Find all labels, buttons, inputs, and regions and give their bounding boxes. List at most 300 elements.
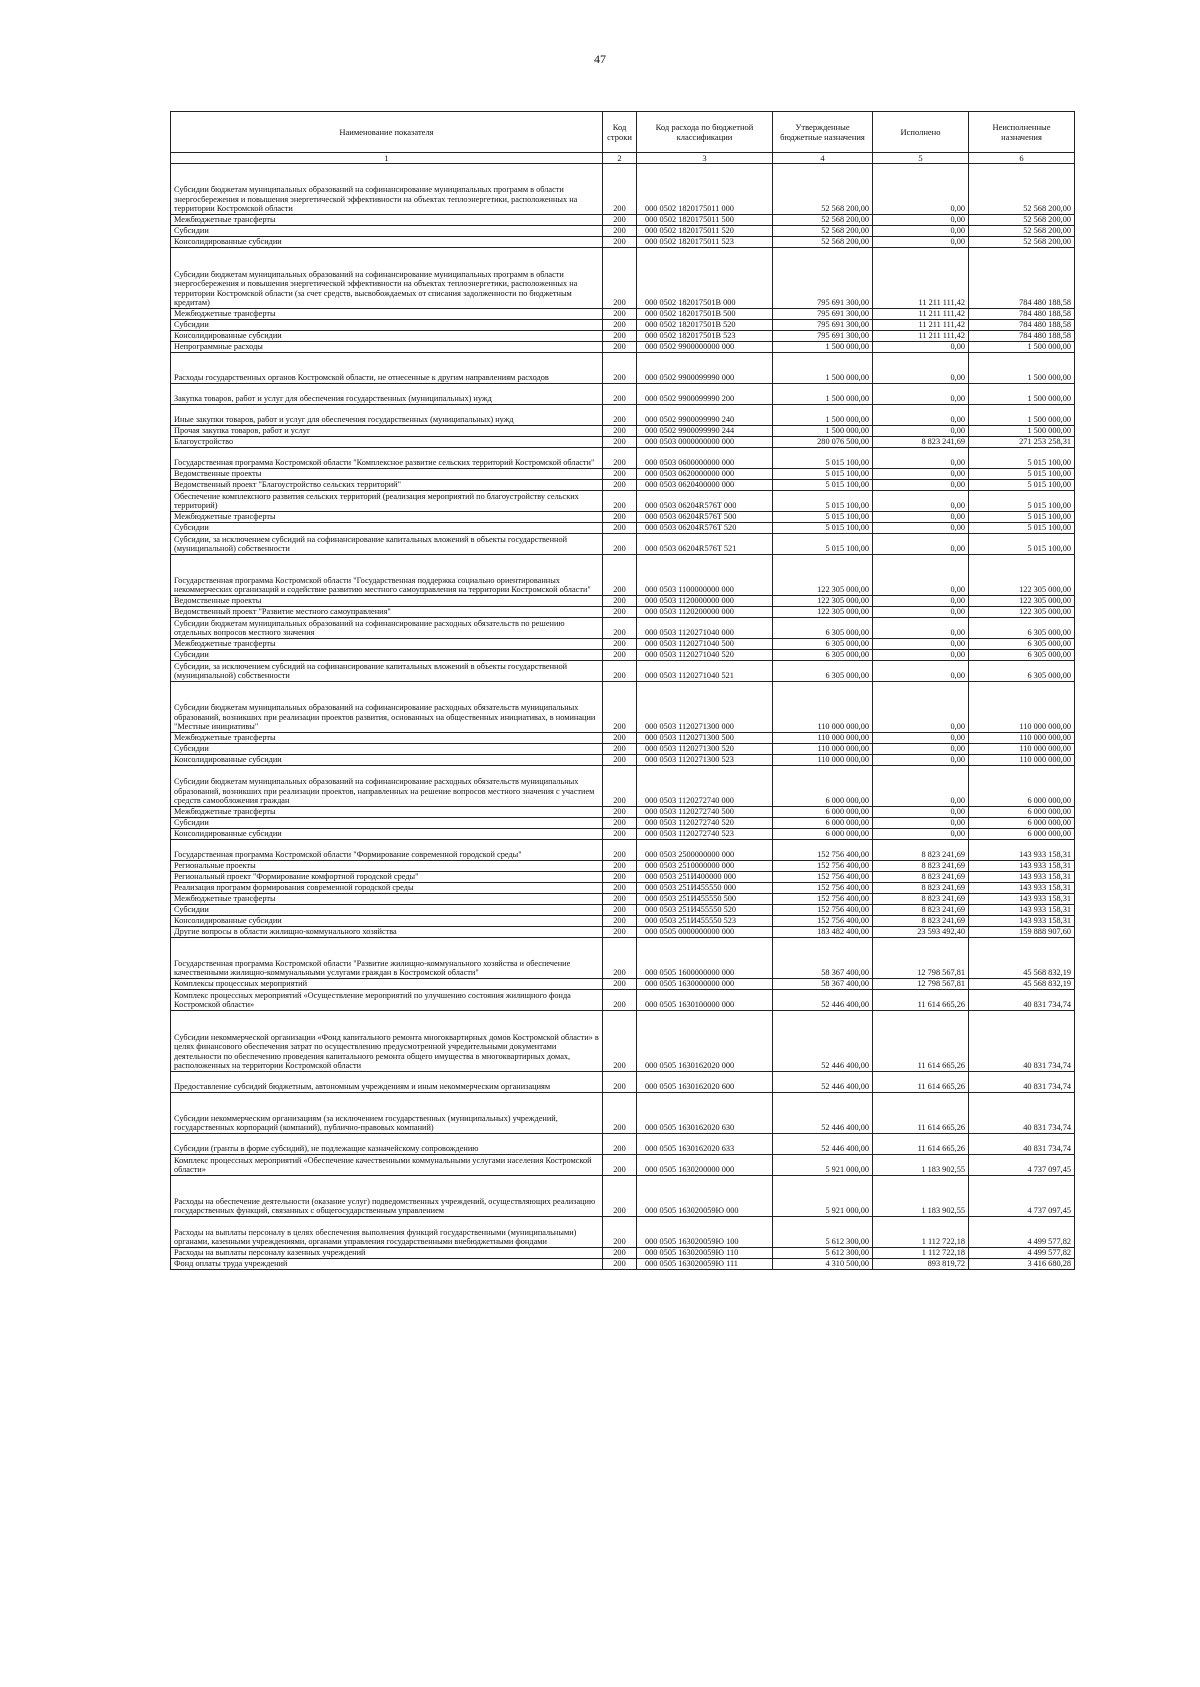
row-unexecuted-amount: 143 933 158,31	[969, 861, 1075, 872]
row-unexecuted-amount: 143 933 158,31	[969, 840, 1075, 861]
table-row	[171, 818, 1075, 829]
header-classification: Код расхода по бюджетной классификации	[637, 112, 773, 153]
row-executed-amount: 0,00	[873, 733, 969, 744]
row-executed-amount: 0,00	[873, 226, 969, 237]
row-approved-amount: 152 756 400,00	[773, 840, 873, 861]
row-approved-amount: 152 756 400,00	[773, 894, 873, 905]
row-unexecuted-amount: 40 831 734,74	[969, 1011, 1075, 1072]
table-row	[171, 555, 1075, 596]
row-code: 200	[603, 639, 637, 650]
table-row	[171, 1011, 1075, 1072]
row-name: Реализация программ формирования современной городской среды	[171, 883, 603, 894]
row-unexecuted-amount: 122 305 000,00	[969, 607, 1075, 618]
row-classification-code: 000 0503 0000000000 000	[637, 437, 773, 448]
row-approved-amount: 152 756 400,00	[773, 883, 873, 894]
row-name: Ведомственный проект "Благоустройство сельских территорий"	[171, 480, 603, 491]
row-code: 200	[603, 512, 637, 523]
row-unexecuted-amount: 1 500 000,00	[969, 426, 1075, 437]
row-classification-code: 000 0505 163020059Ю 000	[637, 1176, 773, 1217]
row-unexecuted-amount: 4 499 577,82	[969, 1248, 1075, 1259]
row-approved-amount: 6 000 000,00	[773, 818, 873, 829]
table-row	[171, 405, 1075, 426]
row-unexecuted-amount: 52 568 200,00	[969, 215, 1075, 226]
row-classification-code: 000 0505 1630100000 000	[637, 990, 773, 1011]
row-executed-amount: 12 798 567,81	[873, 938, 969, 979]
header-executed: Исполнено	[873, 112, 969, 153]
row-approved-amount: 52 568 200,00	[773, 226, 873, 237]
row-approved-amount: 52 446 400,00	[773, 1093, 873, 1134]
row-classification-code: 000 0503 0620000000 000	[637, 469, 773, 480]
row-unexecuted-amount: 45 568 832,19	[969, 979, 1075, 990]
row-executed-amount: 0,00	[873, 807, 969, 818]
table-row	[171, 1248, 1075, 1259]
row-classification-code: 000 0505 163020059Ю 110	[637, 1248, 773, 1259]
row-approved-amount: 4 310 500,00	[773, 1259, 873, 1270]
row-executed-amount: 0,00	[873, 661, 969, 682]
budget-execution-table	[170, 111, 1075, 1270]
table-row	[171, 755, 1075, 766]
row-unexecuted-amount: 40 831 734,74	[969, 1134, 1075, 1155]
row-classification-code: 000 0502 182017501В 000	[637, 248, 773, 309]
table-row	[171, 1217, 1075, 1248]
row-classification-code: 000 0503 1100000000 000	[637, 555, 773, 596]
header-number: 6	[969, 153, 1075, 164]
table-row	[171, 905, 1075, 916]
row-name: Межбюджетные трансферты	[171, 733, 603, 744]
row-approved-amount: 52 446 400,00	[773, 1134, 873, 1155]
row-classification-code: 000 0505 1630162020 600	[637, 1072, 773, 1093]
row-classification-code: 000 0503 1120272740 520	[637, 818, 773, 829]
table-row	[171, 164, 1075, 215]
table-row	[171, 861, 1075, 872]
row-code: 200	[603, 426, 637, 437]
row-code: 200	[603, 523, 637, 534]
row-classification-code: 000 0502 9900099990 200	[637, 384, 773, 405]
row-classification-code: 000 0503 1120271300 000	[637, 682, 773, 733]
row-approved-amount: 6 305 000,00	[773, 661, 873, 682]
table-row	[171, 840, 1075, 861]
row-code: 200	[603, 534, 637, 555]
table-row	[171, 215, 1075, 226]
row-code: 200	[603, 1093, 637, 1134]
row-classification-code: 000 0503 1120272740 523	[637, 829, 773, 840]
table-row	[171, 938, 1075, 979]
table-row	[171, 448, 1075, 469]
row-approved-amount: 1 500 000,00	[773, 342, 873, 353]
row-code: 200	[603, 883, 637, 894]
row-executed-amount: 11 211 111,42	[873, 248, 969, 309]
row-approved-amount: 122 305 000,00	[773, 555, 873, 596]
row-unexecuted-amount: 1 500 000,00	[969, 342, 1075, 353]
row-code: 200	[603, 607, 637, 618]
row-executed-amount: 893 819,72	[873, 1259, 969, 1270]
row-approved-amount: 6 000 000,00	[773, 766, 873, 807]
row-approved-amount: 5 612 300,00	[773, 1217, 873, 1248]
row-unexecuted-amount: 4 737 097,45	[969, 1155, 1075, 1176]
row-approved-amount: 795 691 300,00	[773, 320, 873, 331]
row-name: Субсидии	[171, 744, 603, 755]
row-name: Субсидии бюджетам муниципальных образований на софинансирование муниципальных программ в области энергосбережения и повышения энергетической эффективности на объектах теплоэнергетики, расположенных на территории Костромской области	[171, 164, 603, 215]
table-row	[171, 320, 1075, 331]
row-code: 200	[603, 650, 637, 661]
row-classification-code: 000 0502 1820175011 520	[637, 226, 773, 237]
header-number: 1	[171, 153, 603, 164]
row-executed-amount: 0,00	[873, 639, 969, 650]
row-unexecuted-amount: 45 568 832,19	[969, 938, 1075, 979]
row-code: 200	[603, 1011, 637, 1072]
row-approved-amount: 152 756 400,00	[773, 916, 873, 927]
row-unexecuted-amount: 5 015 100,00	[969, 480, 1075, 491]
row-code: 200	[603, 309, 637, 320]
row-name: Субсидии	[171, 905, 603, 916]
row-code: 200	[603, 618, 637, 639]
row-name: Фонд оплаты труда учреждений	[171, 1259, 603, 1270]
table-row	[171, 744, 1075, 755]
row-name: Непрограммные расходы	[171, 342, 603, 353]
row-unexecuted-amount: 5 015 100,00	[969, 491, 1075, 512]
table-row	[171, 437, 1075, 448]
row-name: Субсидии, за исключением субсидий на софинансирование капитальных вложений в объекты государственной (муниципальной) собственности	[171, 661, 603, 682]
row-executed-amount: 0,00	[873, 237, 969, 248]
row-unexecuted-amount: 143 933 158,31	[969, 883, 1075, 894]
row-unexecuted-amount: 110 000 000,00	[969, 744, 1075, 755]
row-executed-amount: 8 823 241,69	[873, 894, 969, 905]
row-name: Субсидии	[171, 523, 603, 534]
row-code: 200	[603, 905, 637, 916]
row-code: 200	[603, 990, 637, 1011]
row-approved-amount: 6 305 000,00	[773, 650, 873, 661]
row-approved-amount: 58 367 400,00	[773, 979, 873, 990]
row-approved-amount: 1 500 000,00	[773, 353, 873, 384]
row-code: 200	[603, 469, 637, 480]
row-executed-amount: 0,00	[873, 469, 969, 480]
row-unexecuted-amount: 5 015 100,00	[969, 512, 1075, 523]
row-unexecuted-amount: 143 933 158,31	[969, 894, 1075, 905]
row-classification-code: 000 0503 1120000000 000	[637, 596, 773, 607]
table-row	[171, 237, 1075, 248]
row-unexecuted-amount: 6 000 000,00	[969, 818, 1075, 829]
table-row	[171, 309, 1075, 320]
row-unexecuted-amount: 784 480 188,58	[969, 248, 1075, 309]
row-unexecuted-amount: 6 000 000,00	[969, 829, 1075, 840]
row-code: 200	[603, 818, 637, 829]
row-executed-amount: 8 823 241,69	[873, 840, 969, 861]
row-classification-code: 000 0503 1120272740 500	[637, 807, 773, 818]
row-approved-amount: 5 015 100,00	[773, 491, 873, 512]
row-approved-amount: 58 367 400,00	[773, 938, 873, 979]
row-classification-code: 000 0505 1630000000 000	[637, 979, 773, 990]
table-row	[171, 990, 1075, 1011]
table-row	[171, 1072, 1075, 1093]
row-name: Субсидии, за исключением субсидий на софинансирование капитальных вложений в объекты государственной (муниципальной) собственности	[171, 534, 603, 555]
row-executed-amount: 8 823 241,69	[873, 872, 969, 883]
row-classification-code: 000 0502 1820175011 500	[637, 215, 773, 226]
row-name: Государственная программа Костромской области "Развитие жилищно-коммунального хозяйства и обеспечение качественными жилищно-коммунальными услугами граждан в Костромской области"	[171, 938, 603, 979]
table-row	[171, 872, 1075, 883]
row-executed-amount: 0,00	[873, 818, 969, 829]
row-executed-amount: 11 614 665,26	[873, 1093, 969, 1134]
table-row	[171, 1259, 1075, 1270]
row-executed-amount: 11 614 665,26	[873, 1011, 969, 1072]
row-classification-code: 000 0503 06204R576T 521	[637, 534, 773, 555]
row-unexecuted-amount: 122 305 000,00	[969, 555, 1075, 596]
row-name: Ведомственные проекты	[171, 596, 603, 607]
row-executed-amount: 0,00	[873, 744, 969, 755]
row-executed-amount: 0,00	[873, 480, 969, 491]
row-executed-amount: 23 593 492,40	[873, 927, 969, 938]
row-code: 200	[603, 872, 637, 883]
row-classification-code: 000 0503 1120271040 500	[637, 639, 773, 650]
row-name: Субсидии	[171, 650, 603, 661]
row-classification-code: 000 0503 2510000000 000	[637, 861, 773, 872]
row-unexecuted-amount: 784 480 188,58	[969, 320, 1075, 331]
row-name: Межбюджетные трансферты	[171, 215, 603, 226]
row-classification-code: 000 0503 251И455550 000	[637, 883, 773, 894]
row-unexecuted-amount: 5 015 100,00	[969, 469, 1075, 480]
row-executed-amount: 1 112 722,18	[873, 1248, 969, 1259]
row-executed-amount: 8 823 241,69	[873, 861, 969, 872]
row-name: Расходы государственных органов Костромской области, не отнесенные к другим направлениям расходов	[171, 353, 603, 384]
row-name: Субсидии некоммерческим организациям (за исключением государственных (муниципальных) учреждений, государственных корпораций (компаний), публично-правовых компаний)	[171, 1093, 603, 1134]
row-classification-code: 000 0502 9900000000 000	[637, 342, 773, 353]
row-code: 200	[603, 979, 637, 990]
row-name: Иные закупки товаров, работ и услуг для обеспечения государственных (муниципальных) нужд	[171, 405, 603, 426]
row-name: Субсидии бюджетам муниципальных образований на софинансирование муниципальных программ в области энергосбережения и повышения энергетической эффективности на объектах теплоэнергетики, расположенных на территории Костромской области (за счет средств, высвобождаемых от списания задолженности по бюджетным кредитам)	[171, 248, 603, 309]
row-name: Консолидированные субсидии	[171, 331, 603, 342]
row-approved-amount: 1 500 000,00	[773, 426, 873, 437]
row-executed-amount: 0,00	[873, 596, 969, 607]
row-name: Межбюджетные трансферты	[171, 639, 603, 650]
row-classification-code: 000 0502 9900099990 240	[637, 405, 773, 426]
row-code: 200	[603, 164, 637, 215]
row-executed-amount: 0,00	[873, 534, 969, 555]
row-approved-amount: 52 568 200,00	[773, 215, 873, 226]
row-name: Субсидии (гранты в форме субсидий), не подлежащие казначейскому сопровождению	[171, 1134, 603, 1155]
row-approved-amount: 110 000 000,00	[773, 682, 873, 733]
row-code: 200	[603, 916, 637, 927]
table-row	[171, 248, 1075, 309]
row-code: 200	[603, 1155, 637, 1176]
row-executed-amount: 1 183 902,55	[873, 1176, 969, 1217]
table-body	[171, 164, 1075, 1270]
table-row	[171, 639, 1075, 650]
table-row	[171, 733, 1075, 744]
row-name: Комплекс процессных мероприятий «Осуществление мероприятий по улучшению состояния жилищного фонда Костромской области»	[171, 990, 603, 1011]
row-approved-amount: 52 446 400,00	[773, 990, 873, 1011]
row-executed-amount: 0,00	[873, 607, 969, 618]
header-unexecuted: Неисполненные назначения	[969, 112, 1075, 153]
row-unexecuted-amount: 5 015 100,00	[969, 448, 1075, 469]
row-code: 200	[603, 1134, 637, 1155]
row-name: Консолидированные субсидии	[171, 829, 603, 840]
row-name: Прочая закупка товаров, работ и услуг	[171, 426, 603, 437]
row-name: Расходы на выплаты персоналу в целях обеспечения выполнения функций государственными (муниципальными) органами, казенными учреждениями, органами управления государственными внебюджетными фондами	[171, 1217, 603, 1248]
row-approved-amount: 6 000 000,00	[773, 829, 873, 840]
row-name: Закупка товаров, работ и услуг для обеспечения государственных (муниципальных) нужд	[171, 384, 603, 405]
row-approved-amount: 6 305 000,00	[773, 639, 873, 650]
row-classification-code: 000 0503 251И400000 000	[637, 872, 773, 883]
row-unexecuted-amount: 110 000 000,00	[969, 733, 1075, 744]
table-row	[171, 342, 1075, 353]
row-code: 200	[603, 744, 637, 755]
row-unexecuted-amount: 40 831 734,74	[969, 1072, 1075, 1093]
row-code: 200	[603, 755, 637, 766]
row-unexecuted-amount: 52 568 200,00	[969, 226, 1075, 237]
row-code: 200	[603, 405, 637, 426]
row-classification-code: 000 0503 1120271040 520	[637, 650, 773, 661]
row-approved-amount: 52 446 400,00	[773, 1011, 873, 1072]
row-name: Межбюджетные трансферты	[171, 512, 603, 523]
row-executed-amount: 0,00	[873, 618, 969, 639]
row-name: Межбюджетные трансферты	[171, 807, 603, 818]
row-code: 200	[603, 1072, 637, 1093]
header-number: 3	[637, 153, 773, 164]
row-executed-amount: 8 823 241,69	[873, 916, 969, 927]
row-classification-code: 000 0503 0620400000 000	[637, 480, 773, 491]
row-approved-amount: 795 691 300,00	[773, 331, 873, 342]
row-classification-code: 000 0503 251И455550 500	[637, 894, 773, 905]
table-row	[171, 469, 1075, 480]
row-unexecuted-amount: 5 015 100,00	[969, 523, 1075, 534]
row-code: 200	[603, 555, 637, 596]
row-executed-amount: 0,00	[873, 448, 969, 469]
row-approved-amount: 110 000 000,00	[773, 733, 873, 744]
row-approved-amount: 5 921 000,00	[773, 1176, 873, 1217]
table-row	[171, 661, 1075, 682]
row-classification-code: 000 0502 9900099990 244	[637, 426, 773, 437]
row-name: Межбюджетные трансферты	[171, 309, 603, 320]
row-code: 200	[603, 215, 637, 226]
row-executed-amount: 12 798 567,81	[873, 979, 969, 990]
row-code: 200	[603, 682, 637, 733]
table-row	[171, 523, 1075, 534]
header-code: Код строки	[603, 112, 637, 153]
row-executed-amount: 0,00	[873, 342, 969, 353]
row-unexecuted-amount: 4 499 577,82	[969, 1217, 1075, 1248]
table-row	[171, 766, 1075, 807]
row-classification-code: 000 0502 182017501В 500	[637, 309, 773, 320]
row-unexecuted-amount: 6 000 000,00	[969, 766, 1075, 807]
row-name: Субсидии бюджетам муниципальных образований на софинансирование расходных обязательств муниципальных образований, возникших при реализации проектов развития, основанных на общественных инициативах, в номинации "Местные инициативы"	[171, 682, 603, 733]
row-unexecuted-amount: 122 305 000,00	[969, 596, 1075, 607]
row-code: 200	[603, 320, 637, 331]
row-executed-amount: 0,00	[873, 555, 969, 596]
row-name: Комплекс процессных мероприятий «Обеспечение качественными коммунальными услугами населения Костромской области»	[171, 1155, 603, 1176]
row-executed-amount: 0,00	[873, 491, 969, 512]
row-unexecuted-amount: 110 000 000,00	[969, 682, 1075, 733]
header-number: 5	[873, 153, 969, 164]
row-executed-amount: 11 211 111,42	[873, 309, 969, 320]
row-approved-amount: 795 691 300,00	[773, 309, 873, 320]
row-executed-amount: 0,00	[873, 405, 969, 426]
table-row	[171, 807, 1075, 818]
row-code: 200	[603, 927, 637, 938]
row-classification-code: 000 0503 06204R576T 500	[637, 512, 773, 523]
row-approved-amount: 183 482 400,00	[773, 927, 873, 938]
table-row	[171, 682, 1075, 733]
table-row	[171, 384, 1075, 405]
row-executed-amount: 1 183 902,55	[873, 1155, 969, 1176]
row-code: 200	[603, 491, 637, 512]
row-classification-code: 000 0505 1630162020 630	[637, 1093, 773, 1134]
table-row	[171, 1176, 1075, 1217]
row-classification-code: 000 0503 1120271300 523	[637, 755, 773, 766]
row-name: Консолидированные субсидии	[171, 755, 603, 766]
table-header	[171, 112, 1075, 164]
row-code: 200	[603, 1217, 637, 1248]
row-name: Субсидии бюджетам муниципальных образований на софинансирование расходных обязательств муниципальных образований, возникших при реализации проектов, направленных на решение вопросов местного значения с участием средств самообложения граждан	[171, 766, 603, 807]
row-code: 200	[603, 384, 637, 405]
row-executed-amount: 0,00	[873, 829, 969, 840]
row-classification-code: 000 0503 251И455550 523	[637, 916, 773, 927]
row-code: 200	[603, 237, 637, 248]
row-unexecuted-amount: 143 933 158,31	[969, 905, 1075, 916]
row-name: Благоустройство	[171, 437, 603, 448]
row-code: 200	[603, 661, 637, 682]
row-name: Государственная программа Костромской области "Комплексное развитие сельских территорий Костромской области"	[171, 448, 603, 469]
row-classification-code: 000 0503 251И455550 520	[637, 905, 773, 916]
row-classification-code: 000 0503 2500000000 000	[637, 840, 773, 861]
row-name: Государственная программа Костромской области "Формирование современной городской среды"	[171, 840, 603, 861]
table-row	[171, 226, 1075, 237]
row-classification-code: 000 0502 9900099990 000	[637, 353, 773, 384]
row-approved-amount: 52 568 200,00	[773, 164, 873, 215]
row-name: Субсидии некоммерческой организации «Фонд капитального ремонта многоквартирных домов Костромской области» в целях финансового обеспечения затрат по осуществлению предусмотренной учредительными документами деятельности по обеспечению проведения капитального ремонта общего имущества в многоквартирных домах, расположенных на территории Костромской области	[171, 1011, 603, 1072]
row-approved-amount: 280 076 500,00	[773, 437, 873, 448]
row-unexecuted-amount: 1 500 000,00	[969, 353, 1075, 384]
row-executed-amount: 11 211 111,42	[873, 331, 969, 342]
row-executed-amount: 0,00	[873, 766, 969, 807]
table-row	[171, 331, 1075, 342]
row-approved-amount: 5 015 100,00	[773, 534, 873, 555]
row-classification-code: 000 0502 182017501В 523	[637, 331, 773, 342]
row-name: Комплексы процессных мероприятий	[171, 979, 603, 990]
row-name: Другие вопросы в области жилищно-коммунального хозяйства	[171, 927, 603, 938]
row-code: 200	[603, 1176, 637, 1217]
row-unexecuted-amount: 52 568 200,00	[969, 237, 1075, 248]
row-classification-code: 000 0505 1630162020 633	[637, 1134, 773, 1155]
row-name: Ведомственный проект "Развитие местного самоуправления"	[171, 607, 603, 618]
table-row	[171, 618, 1075, 639]
row-classification-code: 000 0505 163020059Ю 100	[637, 1217, 773, 1248]
row-unexecuted-amount: 40 831 734,74	[969, 1093, 1075, 1134]
row-code: 200	[603, 1248, 637, 1259]
row-executed-amount: 11 211 111,42	[873, 320, 969, 331]
row-unexecuted-amount: 40 831 734,74	[969, 990, 1075, 1011]
row-code: 200	[603, 480, 637, 491]
row-unexecuted-amount: 5 015 100,00	[969, 534, 1075, 555]
row-approved-amount: 5 015 100,00	[773, 469, 873, 480]
table-row	[171, 1093, 1075, 1134]
table-row	[171, 534, 1075, 555]
header-number: 2	[603, 153, 637, 164]
row-unexecuted-amount: 6 305 000,00	[969, 618, 1075, 639]
row-classification-code: 000 0505 1630200000 000	[637, 1155, 773, 1176]
row-unexecuted-amount: 1 500 000,00	[969, 384, 1075, 405]
row-executed-amount: 11 614 665,26	[873, 1134, 969, 1155]
row-approved-amount: 1 500 000,00	[773, 405, 873, 426]
row-approved-amount: 5 015 100,00	[773, 512, 873, 523]
row-executed-amount: 0,00	[873, 755, 969, 766]
row-name: Субсидии	[171, 818, 603, 829]
row-name: Предоставление субсидий бюджетным, автономным учреждениям и иным некоммерческим организациям	[171, 1072, 603, 1093]
row-unexecuted-amount: 784 480 188,58	[969, 331, 1075, 342]
row-unexecuted-amount: 6 305 000,00	[969, 650, 1075, 661]
row-approved-amount: 52 568 200,00	[773, 237, 873, 248]
row-approved-amount: 6 305 000,00	[773, 618, 873, 639]
row-classification-code: 000 0505 163020059Ю 111	[637, 1259, 773, 1270]
row-unexecuted-amount: 6 305 000,00	[969, 661, 1075, 682]
